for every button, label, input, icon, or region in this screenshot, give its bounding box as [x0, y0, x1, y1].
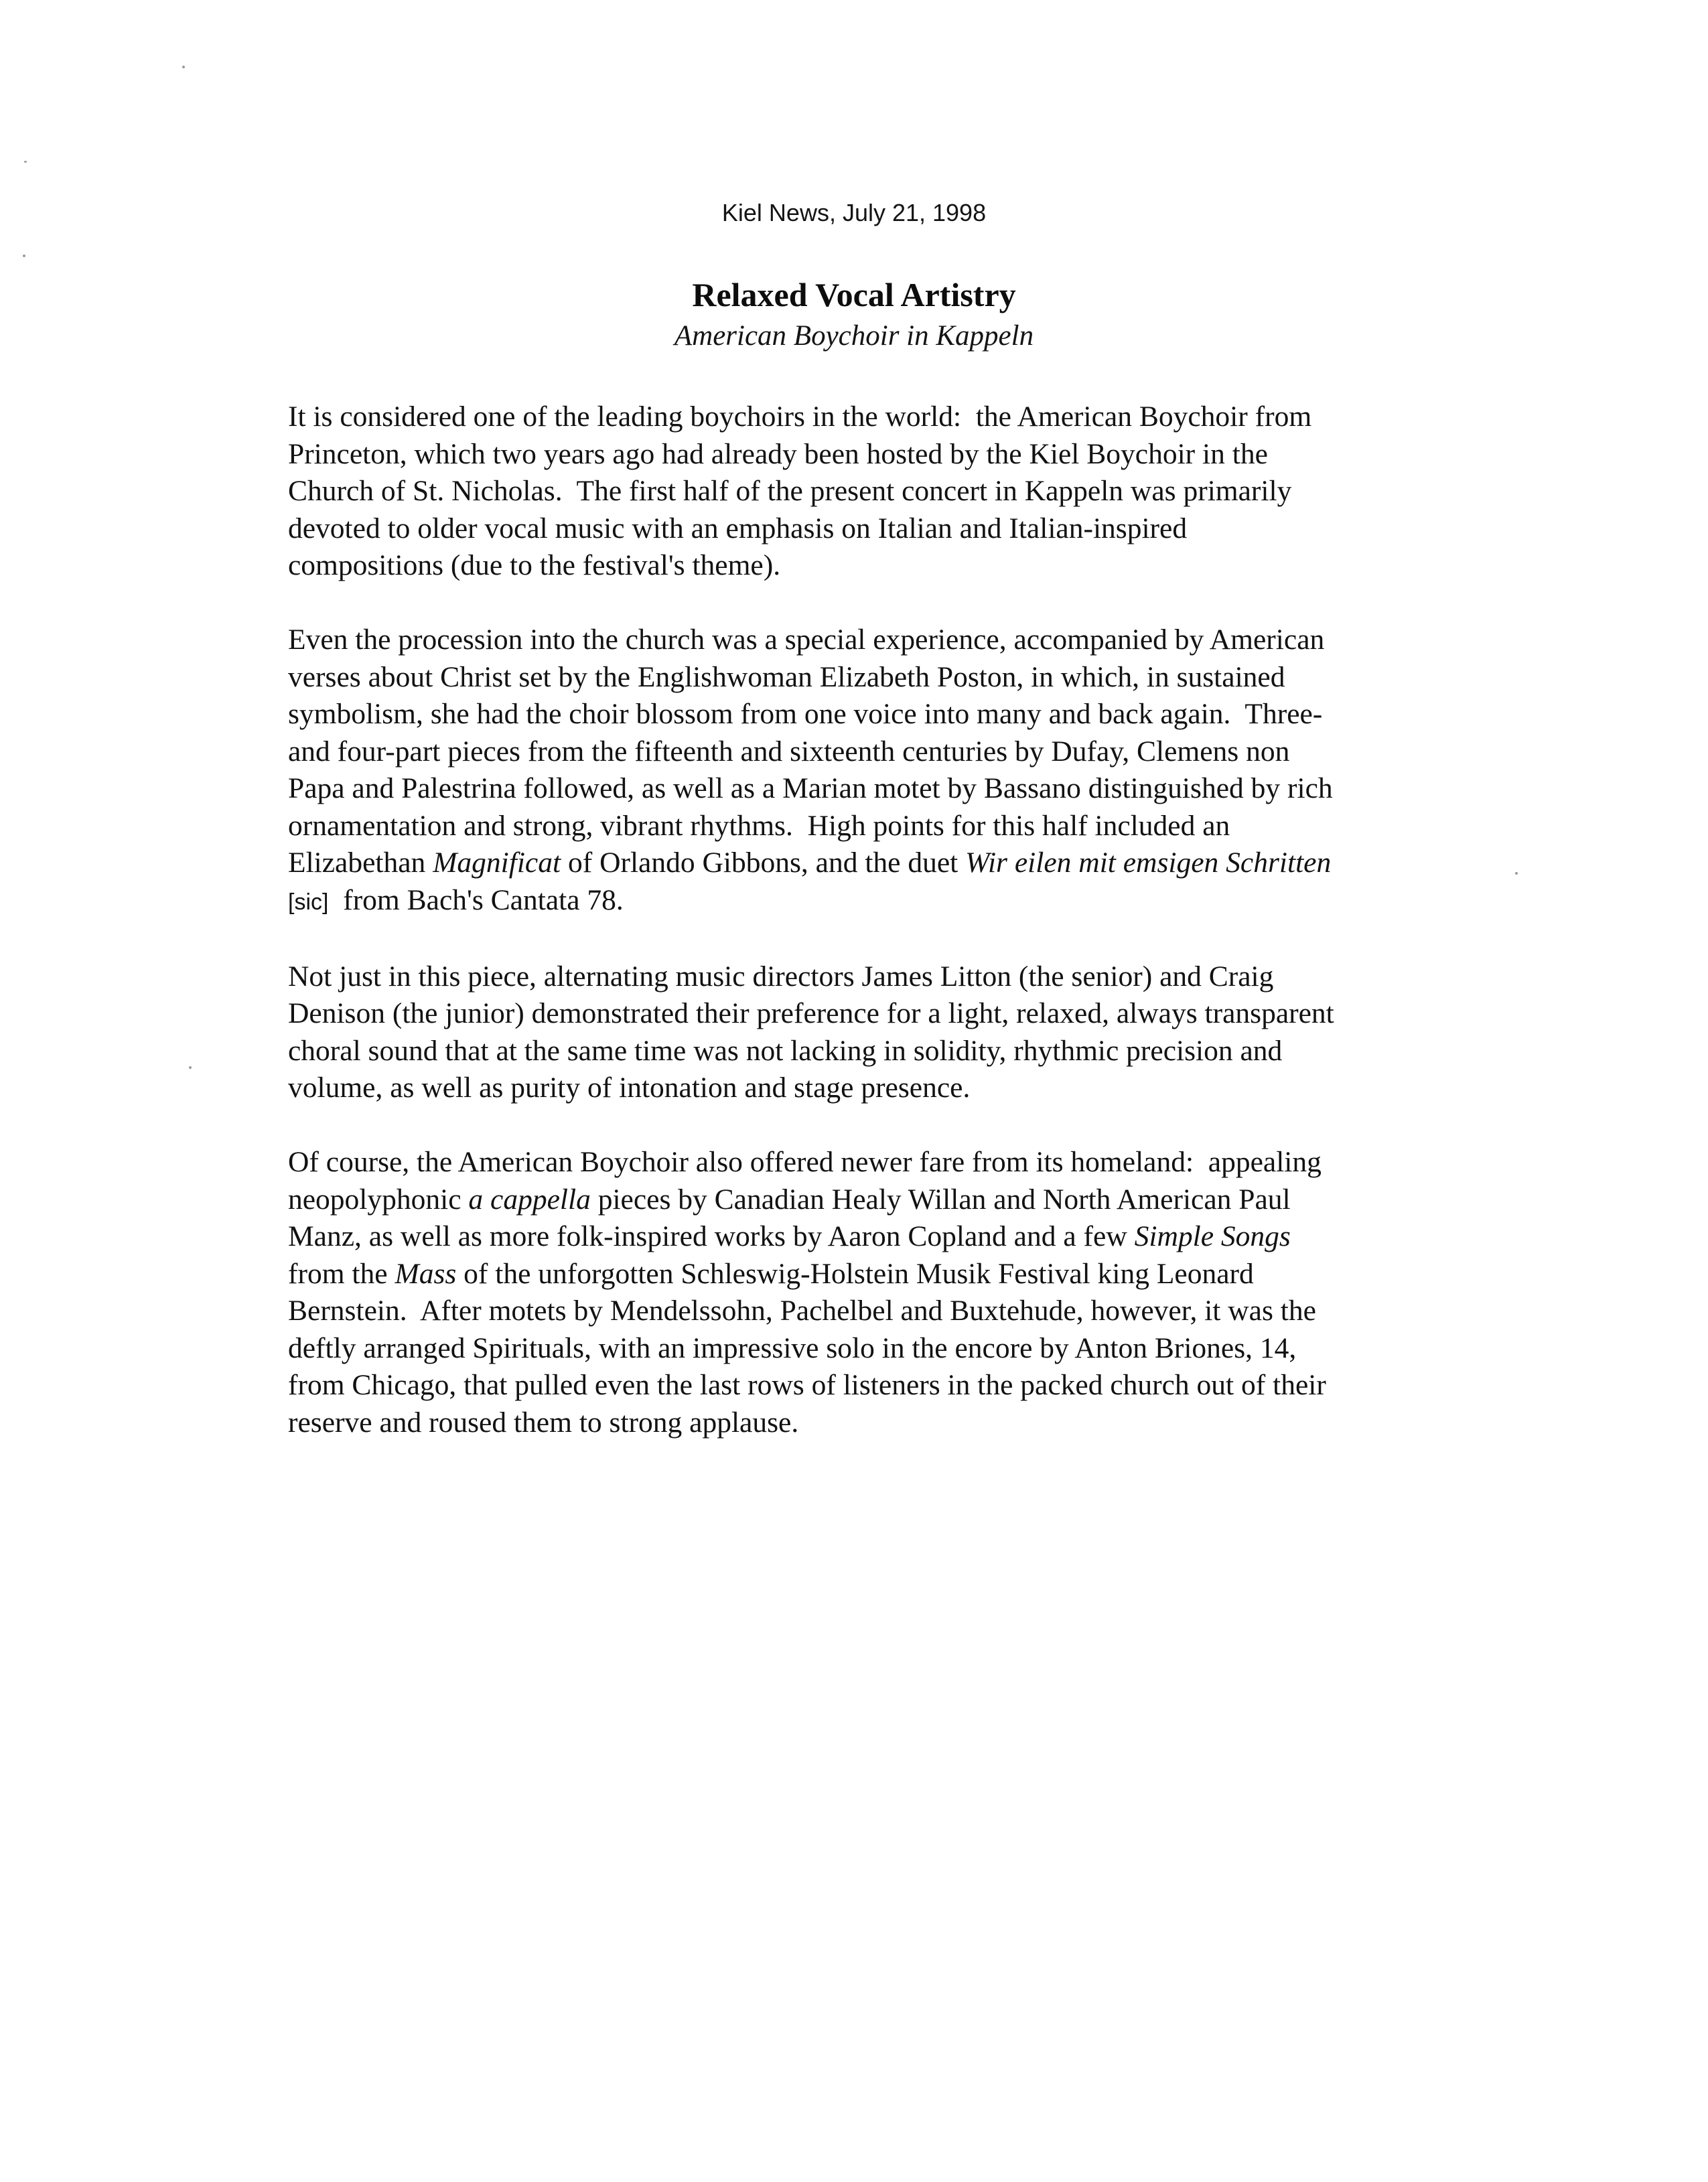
text-run: reserve and roused them to strong applause.: [288, 1406, 799, 1439]
text-line: [288, 733, 1474, 771]
text-run: Not just in this piece, alternating music directors James Litton (the senior) and Craig: [288, 960, 1274, 993]
paragraph: [288, 958, 1474, 1107]
text-line: [288, 1293, 1474, 1330]
text-line: [288, 1033, 1474, 1070]
text-run: Elizabethan: [288, 847, 433, 879]
text-line: [288, 1404, 1474, 1442]
italic-title: Magnificat: [433, 847, 561, 879]
text-line: [288, 436, 1474, 474]
source-dateline: Kiel News, July 21, 1998: [721, 199, 987, 226]
text-line: [288, 1367, 1474, 1404]
scan-speck: [182, 66, 185, 68]
text-line: [288, 882, 1474, 922]
text-line: [288, 1181, 1474, 1219]
text-run: neopolyphonic: [288, 1183, 469, 1216]
sic-note: [sic]: [288, 889, 329, 915]
text-run: from Bach's Cantata 78.: [328, 883, 624, 916]
paragraph: [288, 622, 1474, 921]
text-run: It is considered one of the leading boychoirs in the world: the American Boychoir from: [288, 401, 1312, 433]
text-run: of the unforgotten Schleswig-Holstein Musik Festival king Leonard: [456, 1257, 1254, 1290]
text-line: [288, 770, 1474, 808]
article-body: [288, 398, 1474, 1479]
text-run: volume, as well as purity of intonation and stage presence.: [288, 1072, 971, 1104]
italic-title: Simple Songs: [1134, 1220, 1291, 1252]
article-subtitle: American Boychoir in Kappeln: [674, 320, 1034, 352]
text-run: Of course, the American Boychoir also offered newer fare from its homeland: appealing: [288, 1146, 1322, 1178]
text-run: Church of St. Nicholas. The first half of the present concert in Kappeln was primarily: [288, 475, 1292, 507]
text-run: compositions (due to the festival's theme).: [288, 549, 781, 581]
text-line: [288, 808, 1474, 845]
text-line: [288, 510, 1474, 548]
text-run: Denison (the junior) demonstrated their preference for a light, relaxed, always transparent: [288, 997, 1334, 1029]
paragraph: [288, 398, 1474, 585]
scan-speck: [23, 254, 25, 257]
text-run: and four-part pieces from the fifteenth and sixteenth centuries by Dufay, Clemens non: [288, 735, 1290, 768]
text-line: [288, 1218, 1474, 1256]
text-line: [288, 1330, 1474, 1368]
text-line: [288, 398, 1474, 436]
text-line: [288, 547, 1474, 585]
text-run: Manz, as well as more folk-inspired works by Aaron Copland and a few: [288, 1220, 1135, 1252]
text-run: Bernstein. After motets by Mendelssohn, Pachelbel and Buxtehude, however, it was the: [288, 1295, 1316, 1327]
text-run: deftly arranged Spirituals, with an impressive solo in the encore by Anton Briones, 14,: [288, 1331, 1297, 1364]
scan-speck: [24, 161, 27, 163]
paragraph: [288, 1144, 1474, 1441]
text-run: from the: [288, 1257, 395, 1290]
italic-title: Wir eilen mit emsigen Schritten: [965, 847, 1332, 879]
text-run: ornamentation and strong, vibrant rhythms. High points for this half included an: [288, 809, 1230, 842]
italic-title: a cappella: [468, 1183, 591, 1216]
text-line: [288, 622, 1474, 659]
text-line: [288, 1256, 1474, 1293]
text-line: [288, 958, 1474, 996]
text-line: [288, 473, 1474, 510]
text-line: [288, 696, 1474, 733]
text-line: [288, 1070, 1474, 1107]
text-run: verses about Christ set by the Englishwoman Elizabeth Poston, in which, in sustained: [288, 660, 1285, 693]
italic-title: Mass: [395, 1257, 457, 1290]
text-line: [288, 1144, 1474, 1181]
scan-speck: [189, 1066, 192, 1069]
text-line: [288, 845, 1474, 882]
article-title: Relaxed Vocal Artistry: [692, 276, 1016, 313]
text-line: [288, 659, 1474, 697]
text-run: pieces by Canadian Healy Willan and North American Paul: [590, 1183, 1291, 1216]
text-run: devoted to older vocal music with an emphasis on Italian and Italian-inspired: [288, 512, 1188, 544]
text-run: symbolism, she had the choir blossom from one voice into many and back again. Three-: [288, 698, 1323, 730]
text-run: Papa and Palestrina followed, as well as a Marian motet by Bassano distinguished by rich: [288, 772, 1333, 804]
text-run: Princeton, which two years ago had already been hosted by the Kiel Boychoir in the: [288, 437, 1268, 470]
text-run: from Chicago, that pulled even the last rows of listeners in the packed church out of their: [288, 1369, 1326, 1401]
scan-speck: [1515, 872, 1518, 875]
text-run: of Orlando Gibbons, and the duet: [561, 847, 966, 879]
text-line: [288, 995, 1474, 1033]
text-run: Even the procession into the church was a special experience, accompanied by American: [288, 624, 1325, 656]
text-run: choral sound that at the same time was not lacking in solidity, rhythmic precision and: [288, 1034, 1283, 1067]
